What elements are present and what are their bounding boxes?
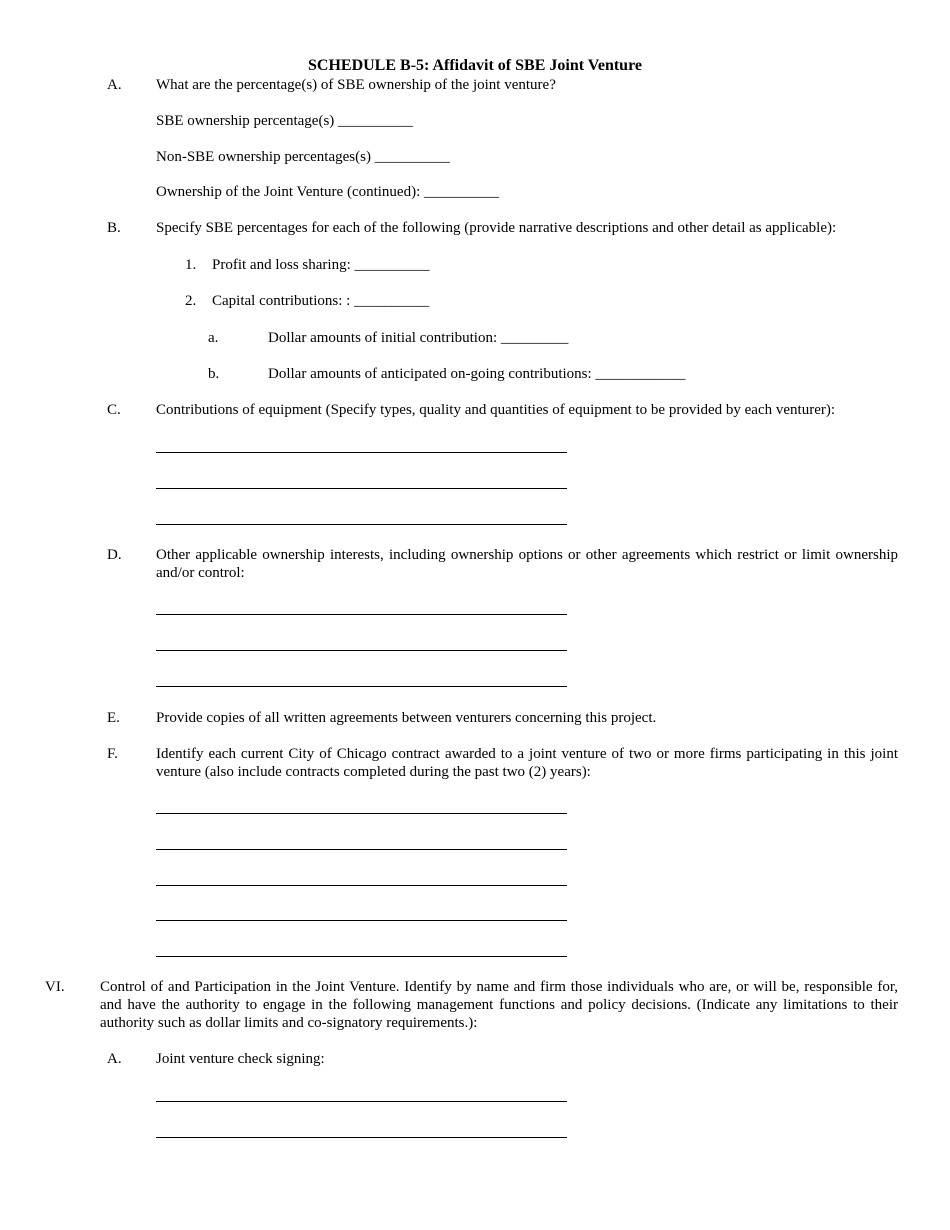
section-d-letter: D. <box>107 547 122 563</box>
ownership-continued-blank: __________ <box>424 184 500 200</box>
ongoing-contributions-blank: ____________ <box>595 366 686 382</box>
page-title: SCHEDULE B-5: Affidavit of SBE Joint Venture <box>308 57 642 74</box>
initial-contribution-label: Dollar amounts of initial contribution: <box>268 330 498 346</box>
non-sbe-ownership-field[interactable] <box>156 148 450 166</box>
profit-loss-label: Profit and loss sharing: <box>212 257 351 273</box>
sbe-ownership-blank: __________ <box>338 113 414 129</box>
capital-contributions-field[interactable] <box>212 292 429 310</box>
section-f-letter: F. <box>107 746 118 762</box>
equipment-line-3[interactable] <box>156 524 567 525</box>
check-signing-label: Joint venture check signing: <box>156 1051 325 1067</box>
section-vi-text: Control of and Participation in the Joint Venture. Identify by name and firm those individuals who are, or will be, responsible for, and have the authority to engage in the following management functions and policy decisions. (Indicate any limitations to their authority such as dollar limits and co-signatory requirements.): <box>100 979 898 1031</box>
contracts-line-4[interactable] <box>156 920 567 921</box>
section-b-text: Specify SBE percentages for each of the following (provide narrative descriptions and other detail as applicable): <box>156 220 837 236</box>
section-e-letter: E. <box>107 710 120 726</box>
section-a-question: What are the percentage(s) of SBE ownership of the joint venture? <box>156 77 556 93</box>
check-signing-line-1[interactable] <box>156 1101 567 1102</box>
equipment-line-1[interactable] <box>156 452 567 453</box>
section-c-text: Contributions of equipment (Specify types, quality and quantities of equipment to be provided by each venturer): <box>156 402 836 418</box>
ongoing-contributions-label: Dollar amounts of anticipated on-going contributions: <box>268 366 592 382</box>
non-sbe-ownership-label: Non-SBE ownership percentages(s) <box>156 149 371 165</box>
section-vi-numeral: VI. <box>45 979 65 995</box>
contracts-line-5[interactable] <box>156 956 567 957</box>
section-vi-a-letter: A. <box>107 1051 122 1067</box>
initial-contribution-blank: _________ <box>500 330 569 346</box>
contracts-line-3[interactable] <box>156 885 567 886</box>
sbe-ownership-field[interactable] <box>156 112 413 130</box>
item-a-letter: a. <box>208 330 219 346</box>
section-f-text: Identify each current City of Chicago contract awarded to a joint venture of two or more firms participating in this joint venture (also include contracts completed during the past two (2) years): <box>156 746 898 780</box>
ownership-continued-label: Ownership of the Joint Venture (continued): <box>156 184 421 200</box>
ownership-interests-line-2[interactable] <box>156 650 567 651</box>
sbe-ownership-label: SBE ownership percentage(s) <box>156 113 335 129</box>
item-1-number: 1. <box>185 257 197 273</box>
section-e-text: Provide copies of all written agreements between venturers concerning this project. <box>156 710 657 726</box>
section-c-letter: C. <box>107 402 121 418</box>
item-2-number: 2. <box>185 293 197 309</box>
profit-loss-field[interactable] <box>212 256 430 274</box>
contracts-line-2[interactable] <box>156 849 567 850</box>
section-b-letter: B. <box>107 220 121 236</box>
section-a-letter: A. <box>107 77 122 93</box>
initial-contribution-field[interactable] <box>268 329 568 347</box>
item-b-letter: b. <box>208 366 220 382</box>
section-d-text: Other applicable ownership interests, including ownership options or other agreements which restrict or limit ownership and/or control: <box>156 547 898 581</box>
ownership-interests-line-1[interactable] <box>156 614 567 615</box>
non-sbe-ownership-blank: __________ <box>374 149 450 165</box>
capital-contributions-blank: __________ <box>354 293 430 309</box>
ownership-interests-line-3[interactable] <box>156 686 567 687</box>
profit-loss-blank: __________ <box>354 257 430 273</box>
ongoing-contributions-field[interactable] <box>268 365 685 383</box>
ownership-continued-field[interactable] <box>156 183 499 201</box>
check-signing-line-2[interactable] <box>156 1137 567 1138</box>
capital-contributions-label: Capital contributions: : <box>212 293 351 309</box>
contracts-line-1[interactable] <box>156 813 567 814</box>
equipment-line-2[interactable] <box>156 488 567 489</box>
